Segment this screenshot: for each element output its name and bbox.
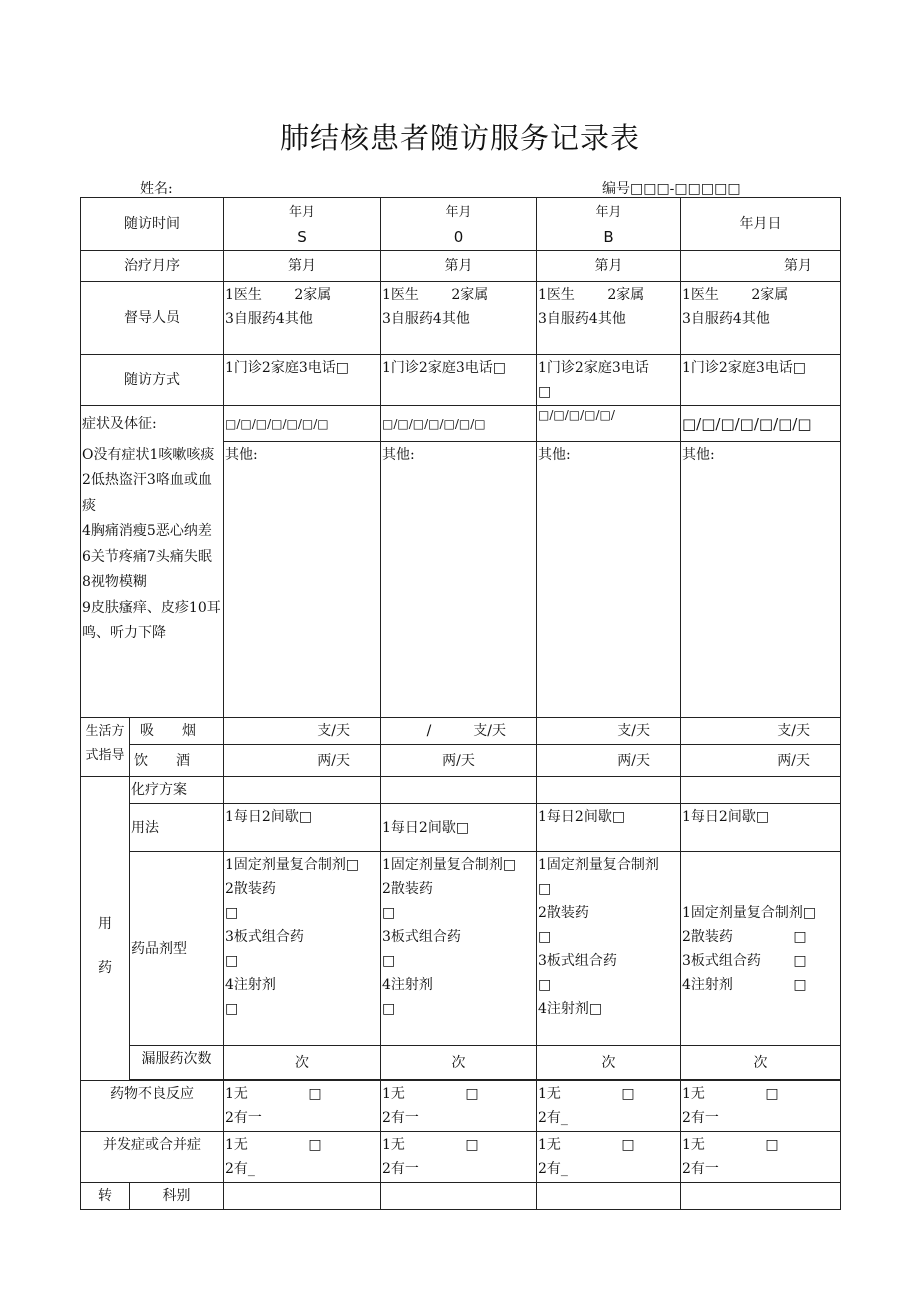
usage-label: 用法 [130, 804, 224, 852]
followup-form-table [80, 197, 841, 1210]
supervisor-cell[interactable]: 1医生 2家属 3自服药4其他 [537, 282, 681, 355]
adverse-cell[interactable]: 1无 □ 2有一 [224, 1081, 381, 1132]
adverse-label: 药物不良反应 [81, 1081, 224, 1132]
form-cell[interactable]: 1固定剂量复合制剂□ 2散装药 □ 3板式组合药 □ 4注射剂 □ [681, 852, 841, 1046]
medication-label-top: 用 [98, 916, 112, 932]
visit-mode-cell[interactable]: 1门诊2家庭3电话□ [681, 355, 841, 406]
adverse-cell[interactable]: 1无 □ 2有_ [537, 1081, 681, 1132]
supervisor-label: 督导人员 [81, 282, 224, 355]
usage-cell[interactable]: 1每日2间歇□ [381, 804, 537, 852]
drink-cell[interactable]: 两/天 [381, 745, 537, 777]
referral-cell[interactable] [681, 1183, 841, 1210]
visit-time-label: 随访时间 [81, 198, 224, 251]
smoke-cell[interactable]: 支/天 [224, 718, 381, 745]
symptoms-boxes[interactable]: □/□/□/□/□/□/□ [224, 406, 381, 442]
visit-time-cell[interactable] [224, 198, 381, 251]
lifestyle-label: 生活方式指导 [81, 718, 130, 777]
scheme-label: 化疗方案 [130, 777, 224, 804]
form-cell[interactable]: 1固定剂量复合制剂 □ 2散装药 □ 3板式组合药 □ 4注射剂□ [537, 852, 681, 1046]
visit-time-mark: 0 [453, 228, 464, 246]
medication-label [81, 777, 130, 1081]
symptoms-other[interactable]: 其他: [381, 442, 537, 718]
form-label: 药品剂型 [130, 852, 224, 1046]
visit-time-mark: S [297, 228, 307, 246]
usage-cell[interactable]: 1每日2间歇□ [537, 804, 681, 852]
supervisor-cell[interactable]: 1医生 2家属 3自服药4其他 [381, 282, 537, 355]
complication-cell[interactable]: 1无 □ 2有一 [681, 1132, 841, 1183]
missed-cell[interactable]: 次 [381, 1046, 537, 1080]
visit-mode-cell[interactable]: 1门诊2家庭3电话□ [381, 355, 537, 406]
complication-label: 并发症或合并症 [81, 1132, 224, 1183]
visit-time-ym: 年月 [445, 205, 472, 220]
missed-cell[interactable]: 次 [681, 1046, 841, 1080]
visit-time-mark: B [603, 228, 614, 246]
visit-time-ym: 年月 [288, 205, 315, 220]
symptoms-other[interactable]: 其他: [681, 442, 841, 718]
drink-cell[interactable]: 两/天 [224, 745, 381, 777]
adverse-cell[interactable]: 1无 □ 2有一 [381, 1081, 537, 1132]
smoke-label: 吸 烟 [130, 718, 224, 745]
smoke-cell[interactable]: 支/天 [681, 718, 841, 745]
smoke-cell[interactable]: 支/天 [537, 718, 681, 745]
complication-cell[interactable]: 1无 □ 2有一 [381, 1132, 537, 1183]
code-label: 编号□□□-□□□□□ [602, 181, 741, 197]
referral-cell[interactable] [537, 1183, 681, 1210]
supervisor-cell[interactable]: 1医生 2家属 3自服药4其他 [681, 282, 841, 355]
visit-mode-cell[interactable]: 1门诊2家庭3电话 □ [537, 355, 681, 406]
smoke-cell[interactable]: / 支/天 [381, 718, 537, 745]
visit-mode-label: 随访方式 [81, 355, 224, 406]
symptoms-list: O没有症状1咳嗽咳痰 2低热盗汗3咯血或血痰 4胸痛消瘦5恶心纳差 6关节疼痛7头痛失眠 8视物模糊 9皮肤瘙痒、皮疹10耳鸣、听力下降 [81, 442, 224, 718]
treat-month-label: 治疗月序 [81, 251, 224, 282]
symptoms-boxes[interactable]: □/□/□/□/□/□/□ [381, 406, 537, 442]
scheme-cell[interactable] [381, 777, 537, 804]
treat-month-cell[interactable]: 第月 [681, 251, 841, 282]
usage-cell[interactable]: 1每日2间歇□ [681, 804, 841, 852]
treat-month-cell[interactable]: 第月 [381, 251, 537, 282]
adverse-cell[interactable]: 1无 □ 2有一 [681, 1081, 841, 1132]
missed-cell[interactable]: 次 [224, 1046, 381, 1080]
scheme-cell[interactable] [681, 777, 841, 804]
visit-mode-cell[interactable]: 1门诊2家庭3电话□ [224, 355, 381, 406]
page-title: 肺结核患者随访服务记录表 [279, 121, 640, 155]
symptoms-boxes[interactable]: □/□/□/□/□/ [537, 406, 681, 442]
complication-cell[interactable]: 1无 □ 2有_ [224, 1132, 381, 1183]
drink-cell[interactable]: 两/天 [537, 745, 681, 777]
visit-time-ym: 年月 [595, 205, 622, 220]
supervisor-cell[interactable]: 1医生 2家属 3自服药4其他 [224, 282, 381, 355]
medication-label-bottom: 药 [98, 960, 112, 976]
visit-time-cell[interactable] [381, 198, 537, 251]
referral-dept-label: 科别 [130, 1183, 224, 1210]
symptoms-label: 症状及体征: [81, 406, 224, 442]
symptoms-boxes[interactable]: □/□/□/□/□/□/□ [681, 406, 841, 442]
treat-month-cell[interactable]: 第月 [537, 251, 681, 282]
form-cell[interactable]: 1固定剂量复合制剂□ 2散装药 □ 3板式组合药 □ 4注射剂 □ [381, 852, 537, 1046]
treat-month-cell[interactable]: 第月 [224, 251, 381, 282]
usage-cell[interactable]: 1每日2间歇□ [224, 804, 381, 852]
drink-cell[interactable]: 两/天 [681, 745, 841, 777]
visit-time-cell[interactable] [537, 198, 681, 251]
form-cell[interactable]: 1固定剂量复合制剂□ 2散装药 □ 3板式组合药 □ 4注射剂 □ [224, 852, 381, 1046]
symptoms-other[interactable]: 其他: [537, 442, 681, 718]
drink-label: 饮 酒 [130, 745, 224, 777]
scheme-cell[interactable] [224, 777, 381, 804]
symptoms-other[interactable]: 其他: [224, 442, 381, 718]
missed-label: 漏服药次数 [130, 1046, 224, 1080]
referral-cell[interactable] [381, 1183, 537, 1210]
name-label: 姓名: [140, 181, 173, 197]
referral-cell[interactable] [224, 1183, 381, 1210]
missed-cell[interactable]: 次 [537, 1046, 681, 1080]
complication-cell[interactable]: 1无 □ 2有_ [537, 1132, 681, 1183]
scheme-cell[interactable] [537, 777, 681, 804]
referral-label: 转 [81, 1183, 130, 1210]
visit-time-cell[interactable]: 年月日 [681, 198, 841, 251]
